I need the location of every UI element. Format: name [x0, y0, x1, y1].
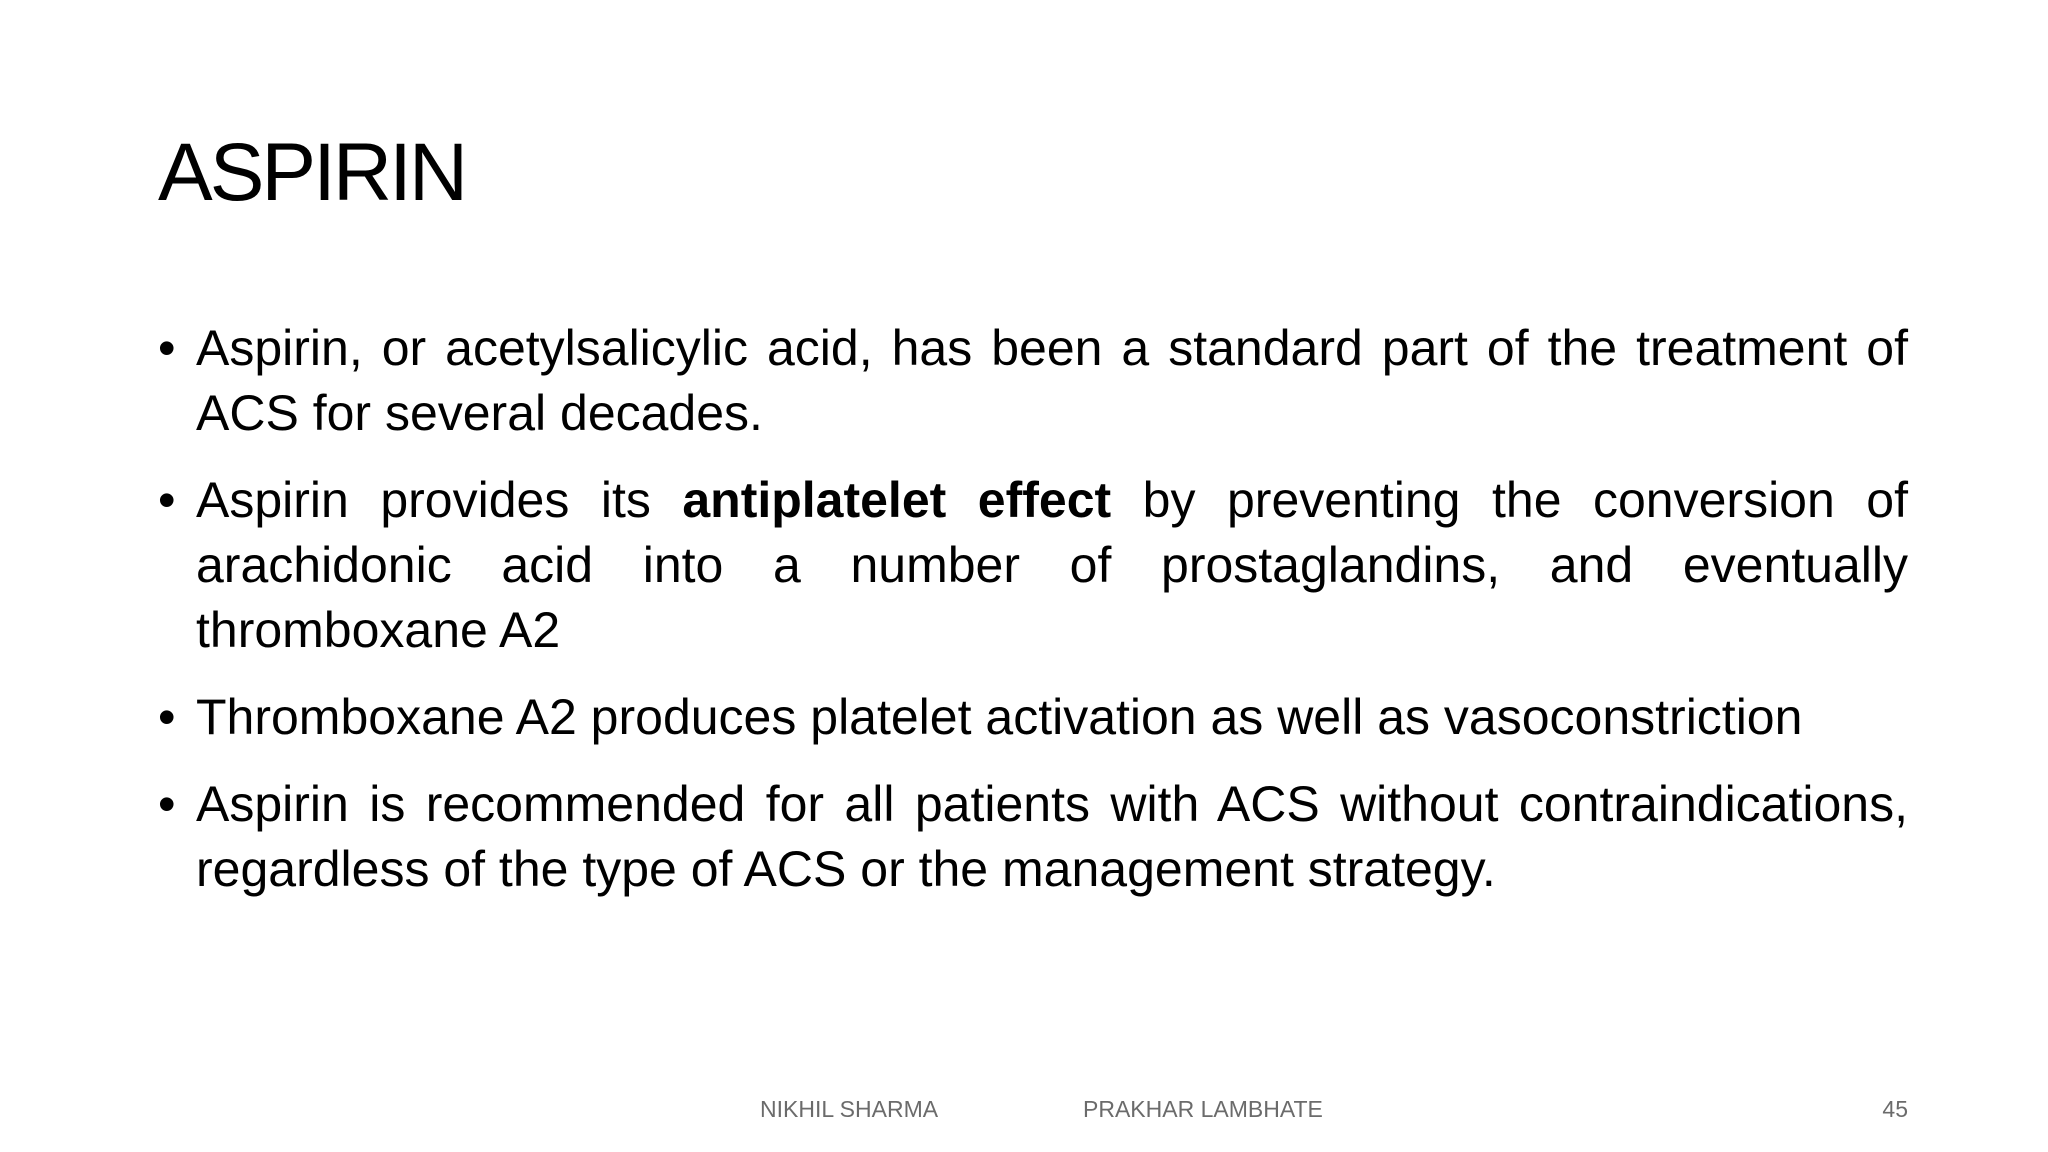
footer-author-1: NIKHIL SHARMA [760, 1096, 939, 1122]
bullet-icon: • [158, 776, 176, 832]
bullet-text: Aspirin, or acetylsalicylic acid, has been a standard part of the treatment of ACS for several decades. [196, 320, 1908, 441]
bullet-bold-text: antiplatelet effect [682, 472, 1112, 528]
bullet-icon: • [158, 689, 176, 745]
slide-title: ASPIRIN [158, 127, 466, 218]
bullet-icon: • [158, 472, 176, 528]
footer-author-2: PRAKHAR LAMBHATE [1083, 1096, 1323, 1122]
bullet-item [158, 468, 1908, 663]
bullet-text: Aspirin is recommended for all patients with ACS without contraindications, regardless of the type of ACS or the management strategy. [196, 776, 1908, 897]
bullet-item [158, 685, 1908, 750]
bullet-item [158, 772, 1908, 902]
bullet-text-continued: by preventing the conversion of arachidonic acid into a number of prostaglandins, and eventually thromboxane A2 [196, 472, 1909, 658]
bullet-text: Thromboxane A2 produces platelet activation as well as vasoconstriction [196, 689, 1803, 745]
bullet-icon: • [158, 320, 176, 376]
page-number: 45 [1882, 1096, 1908, 1122]
bullet-item [158, 316, 1908, 446]
bullet-list [158, 316, 1908, 924]
bullet-text: Aspirin provides its [196, 472, 683, 528]
